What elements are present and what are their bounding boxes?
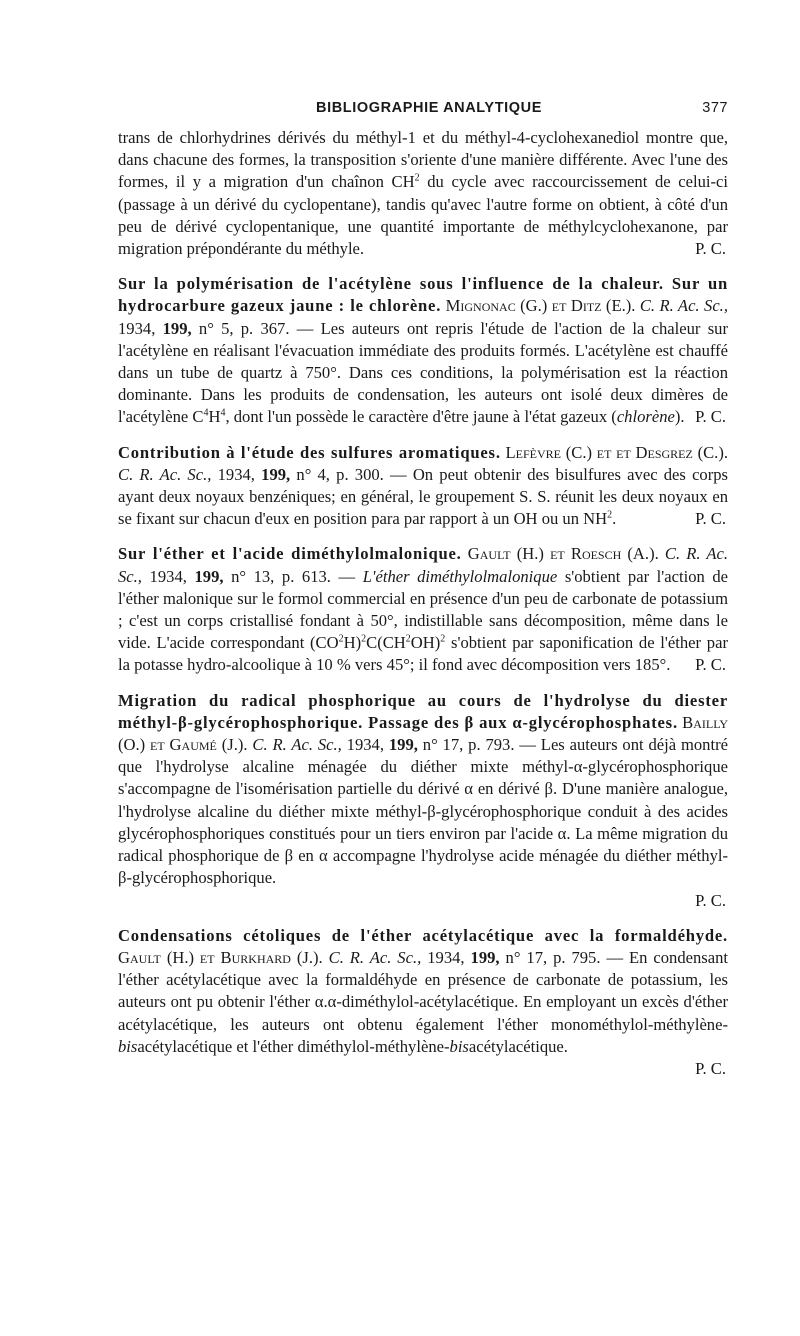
journal-name: C. R. Ac. Sc.,	[118, 464, 212, 484]
signature: P. C.	[695, 239, 726, 259]
signature: P. C.	[695, 890, 726, 910]
article-authors: Gault (H.) et Burkhard (J.).	[118, 947, 323, 967]
article-entry: Sur la polymérisation de l'acétylène sous l'influence de la chaleur. Sur un hydrocarbure gazeux jaune : le chlorène. Mignonac (G.) et Ditz (E.). C. R. Ac. Sc., 1934, 199, n° 5, p. 367. — Les auteurs ont repris l'étude de l'action de la chaleur sur l'acétylène en réalisant l'évacuation immédiate des produits formés. L'acétylène est chauffé dans un tube de quartz à 750°. Dans ces conditions, la polymérisation est la réaction dominante. Dans les produits de condensation, les auteurs ont isolé deux dimères de l'acétylène $C^4H^4$, dont l'un possède le caractère d'être jaune à l'état gazeux (chlorène). P. C.	[118, 273, 728, 428]
continuation-paragraph: trans de chlorhydrines dérivés du méthyl-1 et du méthyl-4-cyclohexanediol montre que, dans chacune des formes, la transposition s'oriente d'une manière différente. Avec l'une des formes, il y a migration d'un chaînon $CH^2$ du cycle avec raccourcissement de celui-ci (passage à un dérivé du cyclopentane), tandis qu'avec l'autre forme on obtient, à côté d'un peu de dérivé cyclopentanique, une quantité importante de méthylcyclohexanone, par migration prépondérante du méthyle. P. C.	[118, 127, 728, 260]
article-authors: Bailly (O.) et Gaumé (J.).	[118, 712, 728, 755]
article-title: Sur l'éther et l'acide diméthylolmalonique.	[118, 544, 462, 564]
journal-name: C. R. Ac. Sc.,	[639, 296, 728, 316]
article-authors: Mignonac (G.) et Ditz (E.).	[445, 296, 636, 316]
running-title: BIBLIOGRAPHIE ANALYTIQUE	[316, 100, 543, 116]
signature: P. C.	[695, 655, 726, 675]
page-body	[118, 127, 728, 1080]
article-entry: Condensations cétoliques de l'éther acétylacétique avec la formaldéhyde. Gault (H.) et Burkhard (J.). C. R. Ac. Sc., 1934, 199, n° 17, p. 795. — En condensant l'éther acétylacétique avec la formaldéhyde en présence de carbonate de potassium, les auteurs ont pu obtenir l'éther α.α-diméthylol-acétylacétique. En employant un excès d'éther acétylacétique, les auteurs ont obtenu également l'éther monométhylol-méthylène-bisacétylacétique et l'éther diméthylol-méthylène-bisacétylacétique. P. C.	[118, 925, 728, 1080]
signature: P. C.	[695, 407, 726, 427]
article-entry: Migration du radical phosphorique au cours de l'hydrolyse du diester méthyl-β-glycérophosphorique. Passage des β aux α-glycérophosphates. Bailly (O.) et Gaumé (J.). C. R. Ac. Sc., 1934, 199, n° 17, p. 793. — Les auteurs ont déjà montré que l'hydrolyse alcaline ménagée du diéther mixte méthyl-α-glycérophosphorique s'accompagne de l'isomérisation partielle du dérivé α en dérivé β. D'une manière analogue, l'hydrolyse alcaline du diéther mixte méthyl-β-glycérophosphorique conduit à des acides glycérophosphoriques constitués pour un tiers environ par l'acide α. La même migration du radical phosphorique de β en α accompagne l'hydrolyse acide ménagée du diéther méthyl-β-glycérophosphorique. P. C.	[118, 690, 728, 912]
journal-name: C. R. Ac. Sc.,	[252, 735, 342, 755]
article-authors: Gault (H.) et Roesch (A.).	[467, 544, 659, 564]
article-title: Sur la polymérisation de l'acétylène sous l'influence de la chaleur. Sur un hydrocarbure gazeux jaune : le chlorène.	[118, 274, 728, 316]
article-title: Condensations cétoliques de l'éther acétylacétique avec la formaldéhyde.	[118, 925, 728, 945]
page-header	[118, 100, 728, 124]
article-entry: Contribution à l'étude des sulfures aromatiques. Lefèvre (C.) et et Desgrez (C.). C. R. Ac. Sc., 1934, 199, n° 4, p. 300. — On peut obtenir des bisulfures avec des corps ayant deux noyaux benzéniques; en général, le groupement S. S. réunit les deux noyaux en se fixant sur chacun d'eux en position para par rapport à un OH ou un $NH^2$. P. C.	[118, 442, 728, 531]
journal-name: C. R. Ac. Sc.,	[118, 544, 728, 586]
article-entry: Sur l'éther et l'acide diméthylolmalonique. Gault (H.) et Roesch (A.). C. R. Ac. Sc., 1934, 199, n° 13, p. 613. — L'éther diméthylolmalonique s'obtient par l'action de l'éther malonique sur le formol commercial en présence d'un peu de carbonate de potassium ; c'est un corps cristallisé fondant à 50°, indistillable sans décomposition, même dans le vide. L'acide correspondant $(CO^2H)^2C(CH^2OH)^2$ s'obtient par saponification de l'éther par la potasse hydro-alcoolique à 10 % vers 45°; il fond avec décomposition vers 185°. P. C.	[118, 543, 728, 676]
article-title: Migration du radical phosphorique au cours de l'hydrolyse du diester méthyl-β-glycérophosphorique. Passage des β aux α-glycérophosphates.	[118, 690, 728, 732]
signature: P. C.	[695, 509, 726, 529]
article-authors: Lefèvre (C.) et et Desgrez (C.).	[505, 442, 728, 462]
page-number: 377	[702, 100, 728, 116]
signature: P. C.	[695, 1058, 726, 1078]
journal-name: C. R. Ac. Sc.,	[328, 947, 422, 967]
article-title: Contribution à l'étude des sulfures aromatiques.	[118, 442, 501, 462]
